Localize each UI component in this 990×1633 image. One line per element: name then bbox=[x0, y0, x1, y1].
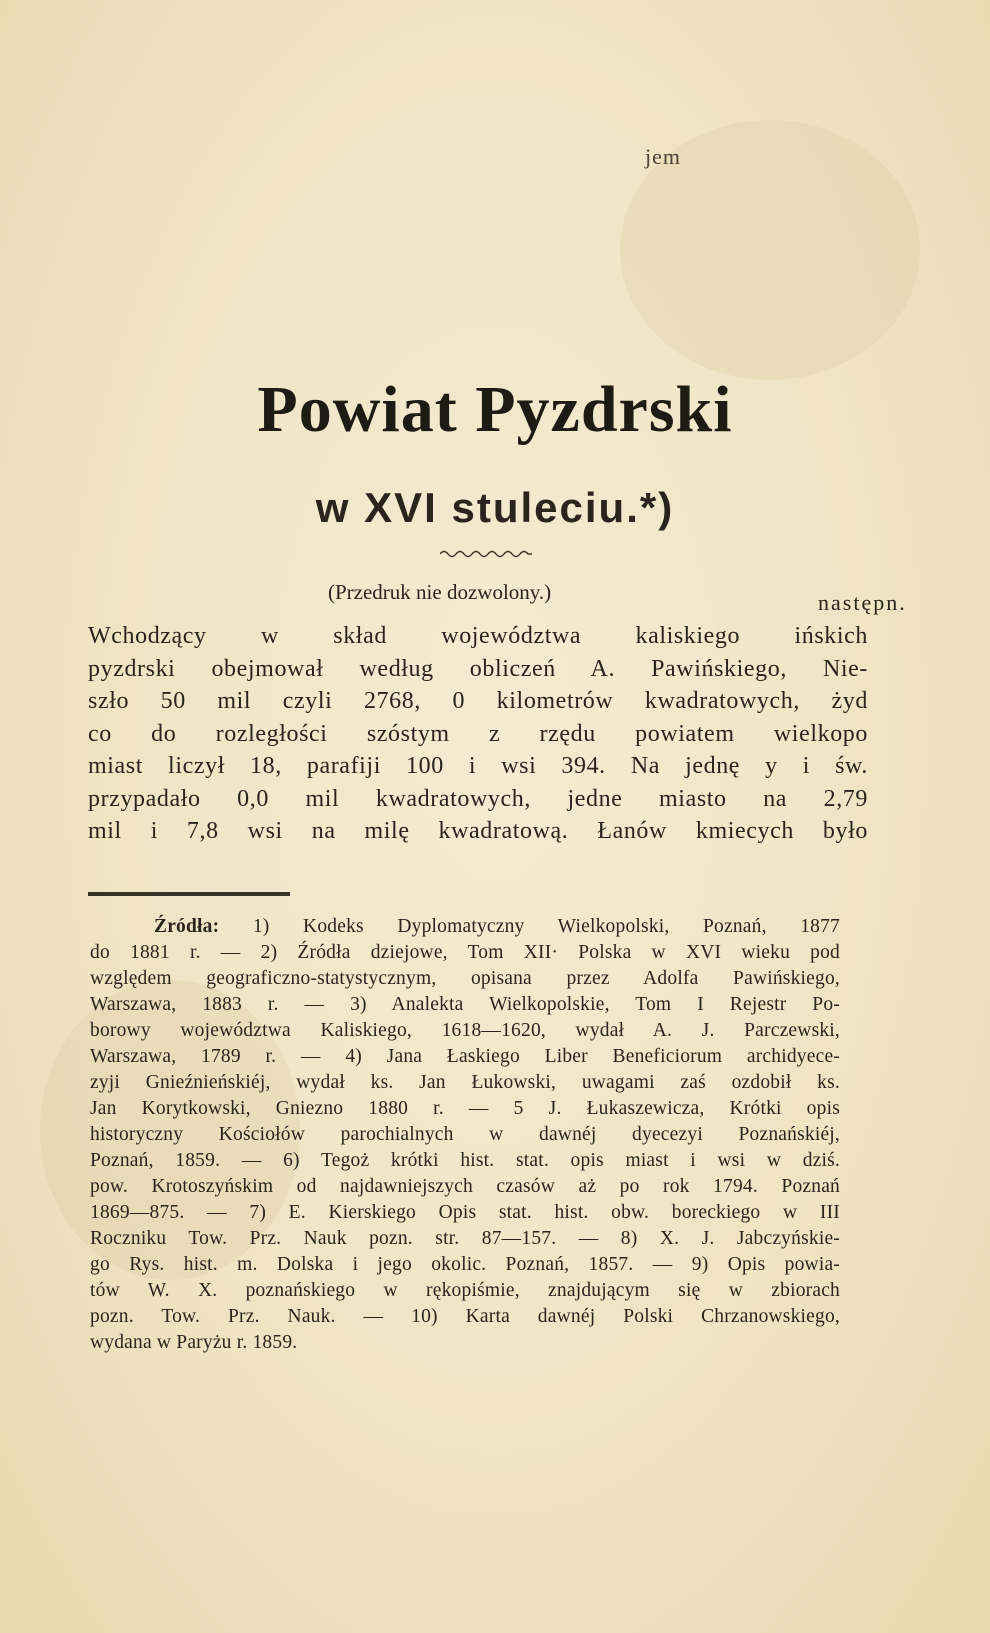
page-subtitle: w XVI stuleciu.*) bbox=[315, 484, 675, 531]
header-fragment: jem bbox=[645, 144, 681, 169]
footnote-line: go Rys. hist. m. Dolska i jego okolic. Poznań, 1857. — 9) Opis powia- bbox=[90, 1254, 840, 1275]
footnote-line: zyji Gnieźnieńskiéj, wydał ks. Jan Łukowski, uwagami zaś ozdobił ks. bbox=[90, 1072, 840, 1093]
footnote-line: 1) Kodeks Dyplomatyczny Wielkopolski, Poznań, 1877 bbox=[219, 916, 840, 937]
body-line: Wchodzący w skład województwa kaliskiego ińskich bbox=[88, 623, 868, 649]
footnote-line: względem geograficzno-statystycznym, opisana przez Adolfa Pawińskiego, bbox=[90, 968, 840, 989]
footnote-line: 1869—875. — 7) E. Kierskiego Opis stat. hist. obw. boreckiego w III bbox=[90, 1202, 840, 1223]
body-line: przypadało 0,0 mil kwadratowych, jedne miasto na 2,79 bbox=[88, 785, 868, 812]
body-line: miast liczył 18, parafiji 100 i wsi 394. Na jednę y i św. bbox=[88, 753, 868, 779]
footnote-line: do 1881 r. — 2) Źródła dziejowe, Tom XII· Polska w XVI wieku pod bbox=[90, 942, 840, 963]
body-line: co do rozległości szóstym z rzędu powiatem wielkopo bbox=[88, 720, 868, 747]
page-title: Powiat Pyzdrski bbox=[257, 373, 733, 446]
reprint-notice: (Przedruk nie dozwolony.) bbox=[328, 580, 552, 604]
footnote-line: Poznań, 1859. — 6) Tegoż krótki hist. stat. opis miast i wsi w dziś. bbox=[90, 1150, 840, 1171]
footnote-line: wydana w Paryżu r. 1859. bbox=[90, 1332, 298, 1353]
footnote-line: Warszawa, 1883 r. — 3) Analekta Wielkopolskie, Tom I Rejestr Po- bbox=[90, 994, 840, 1015]
footnote-first-line bbox=[90, 914, 840, 940]
footnote-line: tów W. X. poznańskiego w rękopiśmie, znajdującym się w zbiorach bbox=[90, 1280, 840, 1301]
footnote-head: Źródła: bbox=[154, 916, 220, 937]
footnote-line: Roczniku Tow. Prz. Nauk pozn. str. 87—157. — 8) X. J. Jabczyńskie- bbox=[90, 1228, 840, 1249]
footnote-divider bbox=[88, 892, 290, 896]
body-line: mil i 7,8 wsi na milę kwadratową. Łanów kmiecych było bbox=[88, 818, 868, 844]
footnote-line: borowy województwa Kaliskiego, 1618—1620, wydał A. J. Parczewski, bbox=[90, 1020, 840, 1041]
footnote-line: Jan Korytkowski, Gniezno 1880 r. — 5 J. Łukaszewicza, Krótki opis bbox=[90, 1098, 840, 1119]
footnote-line: historyczny Kościołów parochialnych w dawnéj dyecezyi Poznańskiéj, bbox=[90, 1124, 840, 1145]
footnote-sources bbox=[90, 914, 840, 1356]
footnote-line: pow. Krotoszyńskim od najdawniejszych czasów aż po rok 1794. Poznań bbox=[90, 1176, 840, 1197]
body-line: pyzdrski obejmował według obliczeń A. Pawińskiego, Nie- bbox=[88, 655, 868, 682]
margin-note: następn. bbox=[818, 590, 907, 615]
body-paragraph bbox=[88, 620, 868, 848]
footnote-line: Warszawa, 1789 r. — 4) Jana Łaskiego Liber Beneficiorum archidyece- bbox=[90, 1046, 840, 1067]
body-line: szło 50 mil czyli 2768, 0 kilometrów kwadratowych, żyd bbox=[88, 688, 868, 714]
footnote-line: pozn. Tow. Prz. Nauk. — 10) Karta dawnéj Polski Chrzanowskiego, bbox=[90, 1306, 840, 1327]
wavy-ornament bbox=[440, 548, 532, 560]
